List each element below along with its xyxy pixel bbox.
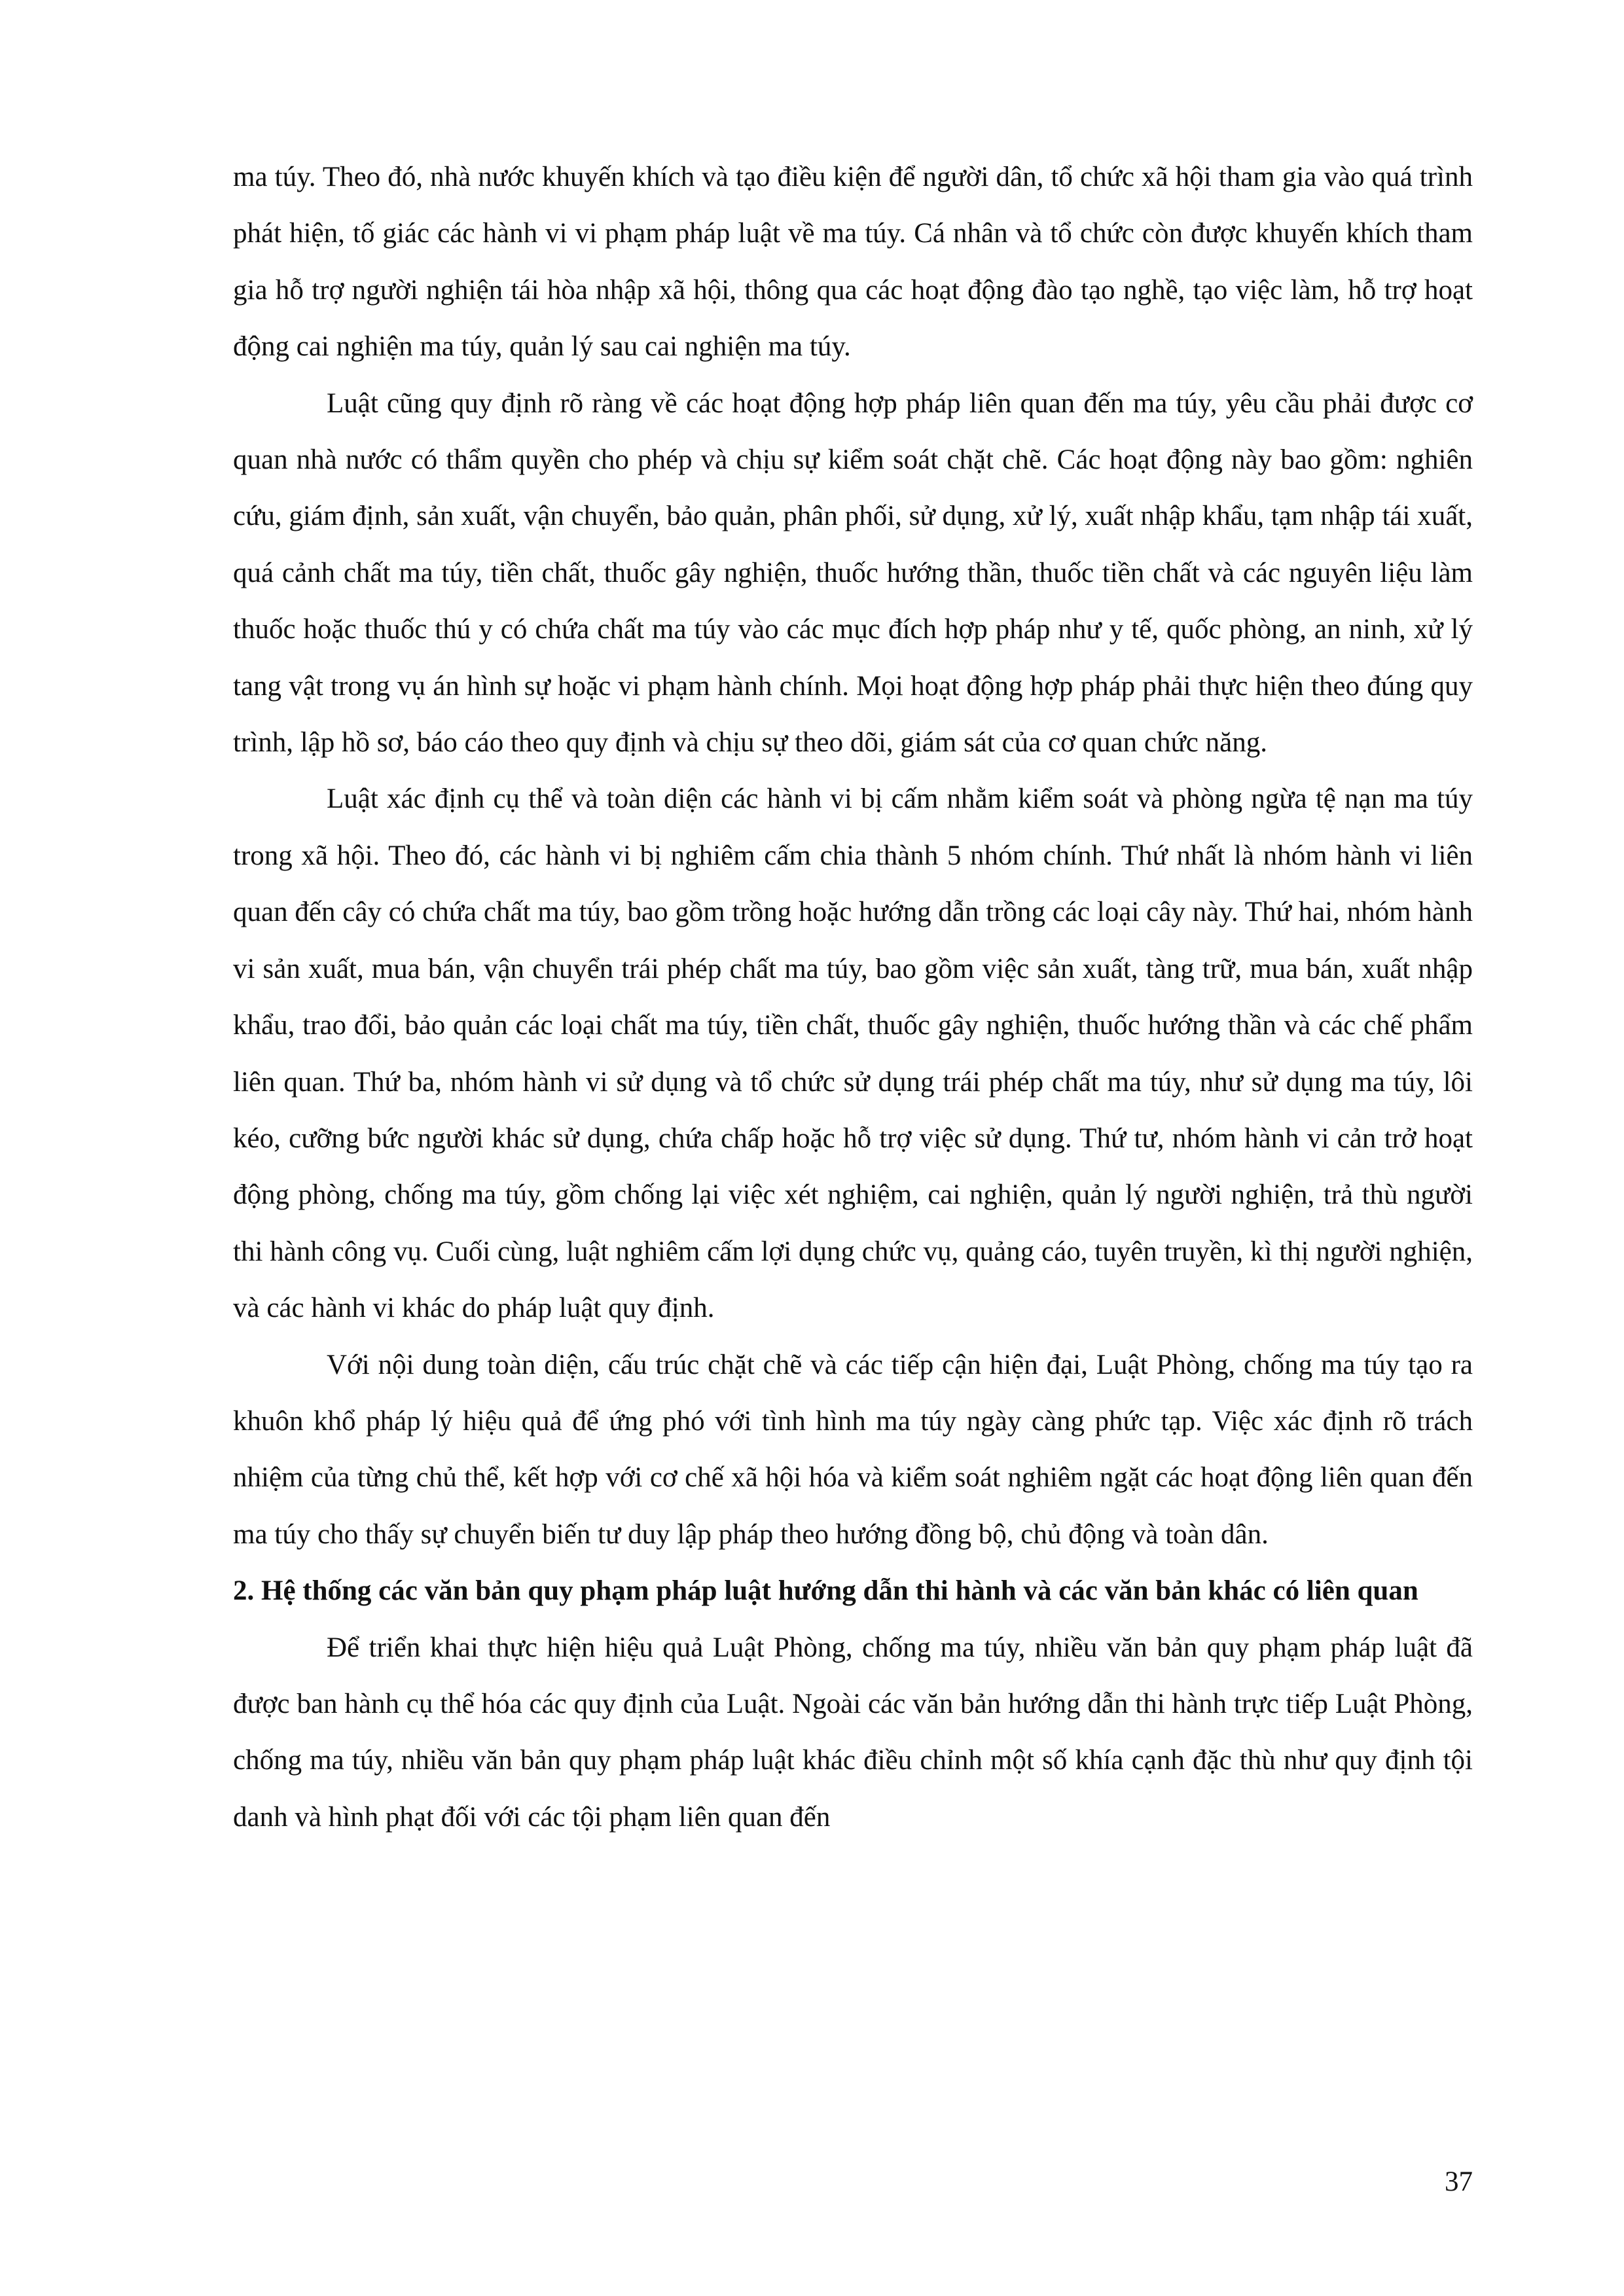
paragraph-prohibited-acts: Luật xác định cụ thể và toàn diện các hành vi bị cấm nhằm kiểm soát và phòng ngừa tệ nạn ma túy trong xã hội. Theo đó, các hành vi bị nghiêm cấm chia thành 5 nhóm chính. Thứ nhất là nhóm hành vi liên quan đến cây có chứa chất ma túy, bao gồm trồng hoặc hướng dẫn trồng các loại cây này. Thứ hai, nhóm hành vi sản xuất, mua bán, vận chuyển trái phép chất ma túy, bao gồm việc sản xuất, tàng trữ, mua bán, xuất nhập khẩu, trao đổi, bảo quản các loại chất ma túy, tiền chất, thuốc gây nghiện, thuốc hướng thần và các chế phẩm liên quan. Thứ ba, nhóm hành vi sử dụng và tổ chức sử dụng trái phép chất ma túy, như sử dụng ma túy, lôi kéo, cưỡng bức người khác sử dụng, chứa chấp hoặc hỗ trợ việc sử dụng. Thứ tư, nhóm hành vi cản trở hoạt động phòng, chống ma túy, gồm chống lại việc xét nghiệm, cai nghiện, quản lý người nghiện, trả thù người thi hành công vụ. Cuối cùng, luật nghiêm cấm lợi dụng chức vụ, quảng cáo, tuyên truyền, kì thị người nghiện, và các hành vi khác do pháp luật quy định. — [233, 783, 1473, 1324]
page-number: 37 — [1445, 2166, 1473, 2197]
paragraph-section-intro: Để triển khai thực hiện hiệu quả Luật Phòng, chống ma túy, nhiều văn bản quy phạm pháp luật đã được ban hành cụ thể hóa các quy định của Luật. Ngoài các văn bản hướng dẫn thi hành trực tiếp Luật Phòng, chống ma túy, nhiều văn bản quy phạm pháp luật khác điều chỉnh một số khía cạnh đặc thù như quy định tội danh và hình phạt đối với các tội phạm liên quan đến — [233, 1632, 1473, 1833]
page-body — [233, 149, 1473, 1846]
paragraph-continuation: ma túy. Theo đó, nhà nước khuyến khích và tạo điều kiện để người dân, tổ chức xã hội tham gia vào quá trình phát hiện, tố giác các hành vi vi phạm pháp luật về ma túy. Cá nhân và tổ chức còn được khuyến khích tham gia hỗ trợ người nghiện tái hòa nhập xã hội, thông qua các hoạt động đào tạo nghề, tạo việc làm, hỗ trợ hoạt động cai nghiện ma túy, quản lý sau cai nghiện ma túy. — [233, 162, 1473, 363]
paragraph-conclusion: Với nội dung toàn diện, cấu trúc chặt chẽ và các tiếp cận hiện đại, Luật Phòng, chống ma túy tạo ra khuôn khổ pháp lý hiệu quả để ứng phó với tình hình ma túy ngày càng phức tạp. Việc xác định rõ trách nhiệm của từng chủ thể, kết hợp với cơ chế xã hội hóa và kiểm soát nghiêm ngặt các hoạt động liên quan đến ma túy cho thấy sự chuyển biến tư duy lập pháp theo hướng đồng bộ, chủ động và toàn dân. — [233, 1349, 1473, 1550]
paragraph-legal-activities: Luật cũng quy định rõ ràng về các hoạt động hợp pháp liên quan đến ma túy, yêu cầu phải được cơ quan nhà nước có thẩm quyền cho phép và chịu sự kiểm soát chặt chẽ. Các hoạt động này bao gồm: nghiên cứu, giám định, sản xuất, vận chuyển, bảo quản, phân phối, sử dụng, xử lý, xuất nhập khẩu, tạm nhập tái xuất, quá cảnh chất ma túy, tiền chất, thuốc gây nghiện, thuốc hướng thần, thuốc tiền chất và các nguyên liệu làm thuốc hoặc thuốc thú y có chứa chất ma túy vào các mục đích hợp pháp như y tế, quốc phòng, an ninh, xử lý tang vật trong vụ án hình sự hoặc vi phạm hành chính. Mọi hoạt động hợp pháp phải thực hiện theo đúng quy trình, lập hồ sơ, báo cáo theo quy định và chịu sự theo dõi, giám sát của cơ quan chức năng. — [233, 387, 1473, 759]
section-heading: 2. Hệ thống các văn bản quy phạm pháp luật hướng dẫn thi hành và các văn bản khác có liên quan — [233, 1575, 1418, 1607]
